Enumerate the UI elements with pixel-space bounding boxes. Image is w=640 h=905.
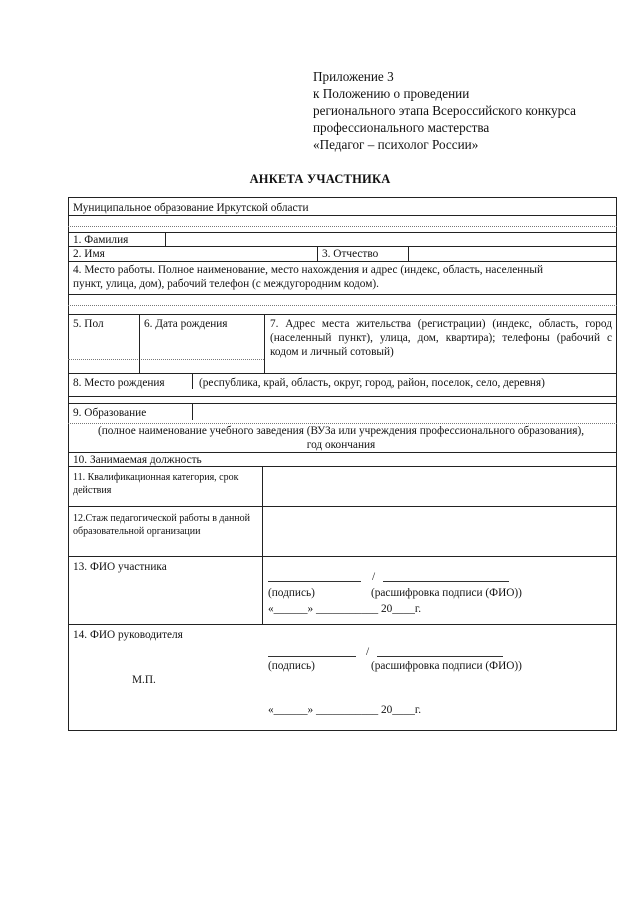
decode-caption: (расшифровка подписи (ФИО)) [371,660,522,672]
row-divider [68,261,617,262]
col-divider [192,373,193,389]
col-divider [408,246,409,261]
signature-line [268,581,361,582]
experience-label: 12.Стаж педагогической работы в данной образовательной организации [73,513,251,537]
dotted-rule [68,226,617,227]
patronymic-label: 3. Отчество [322,248,379,260]
birthplace-label: 8. Место рождения [73,377,165,389]
address-label: 7. Адрес места жительства (регистрации) (индекс, область, город (населенный пункт), улица, дом, квартира); телефоны (рабочий с кодом и личный сотовый) [270,318,612,358]
header-line: Приложение 3 [313,69,394,84]
workplace-label: 4. Место работы. Полное наименование, место нахождения и адрес (индекс, область, населенный пункт, улица, дом), рабочий телефон (с междугородним кодом). [73,264,543,290]
date-line: «______» ___________ 20____г. [268,704,422,716]
sex-label: 5. Пол [73,318,104,330]
signature-caption: (подпись) [268,587,315,599]
name-label: 2. Имя [73,248,105,260]
dotted-rule [68,305,617,306]
birthplace-hint: (республика, край, область, округ, город, район, поселок, село, деревня) [199,377,545,389]
slash: / [372,571,376,583]
row-divider [68,215,617,216]
signature-line [268,656,356,657]
education-hint: (полное наименование учебного заведения (ВУЗа или учреждения профессионального образования), год окончания [97,425,585,451]
row-divider [68,294,617,295]
stamp-label: М.П. [132,674,156,686]
education-label: 9. Образование [73,407,147,419]
participant-fio-label: 13. ФИО участника [73,561,167,573]
header-line: профессионального мастерства [313,120,490,135]
birthdate-label: 6. Дата рождения [144,318,228,330]
row-divider [68,373,617,374]
header-line: к Положению о проведении [313,86,470,101]
slash: / [366,646,370,658]
decode-line [383,581,509,582]
category-label: 11. Квалификационная категория, срок действия [73,472,239,496]
manager-fio-label: 14. ФИО руководителя [73,629,183,641]
col-divider [262,466,263,624]
position-label: 10. Занимаемая должность [73,454,202,466]
appendix-header [313,68,576,153]
dotted-rule [68,359,264,360]
row-divider [68,396,617,397]
row-divider [68,624,617,625]
header-line: регионального этапа Всероссийского конкурса [313,103,577,118]
signature-caption: (подпись) [268,660,315,672]
row-divider [68,314,617,315]
municipality-label: Муниципальное образование Иркутской области [73,202,309,214]
header-line: «Педагог – психолог России» [313,137,479,152]
surname-label: 1. Фамилия [73,234,129,246]
date-line: «______» ___________ 20____г. [268,603,422,615]
row-divider [68,403,617,404]
row-divider [68,506,617,507]
row-divider [68,556,617,557]
col-divider [317,246,318,261]
col-divider [165,232,166,246]
col-divider [264,314,265,373]
form-title: АНКЕТА УЧАСТНИКА [249,172,391,186]
decode-line [377,656,503,657]
row-divider [68,232,617,233]
col-divider [139,314,140,373]
col-divider [192,403,193,420]
decode-caption: (расшифровка подписи (ФИО)) [371,587,522,599]
